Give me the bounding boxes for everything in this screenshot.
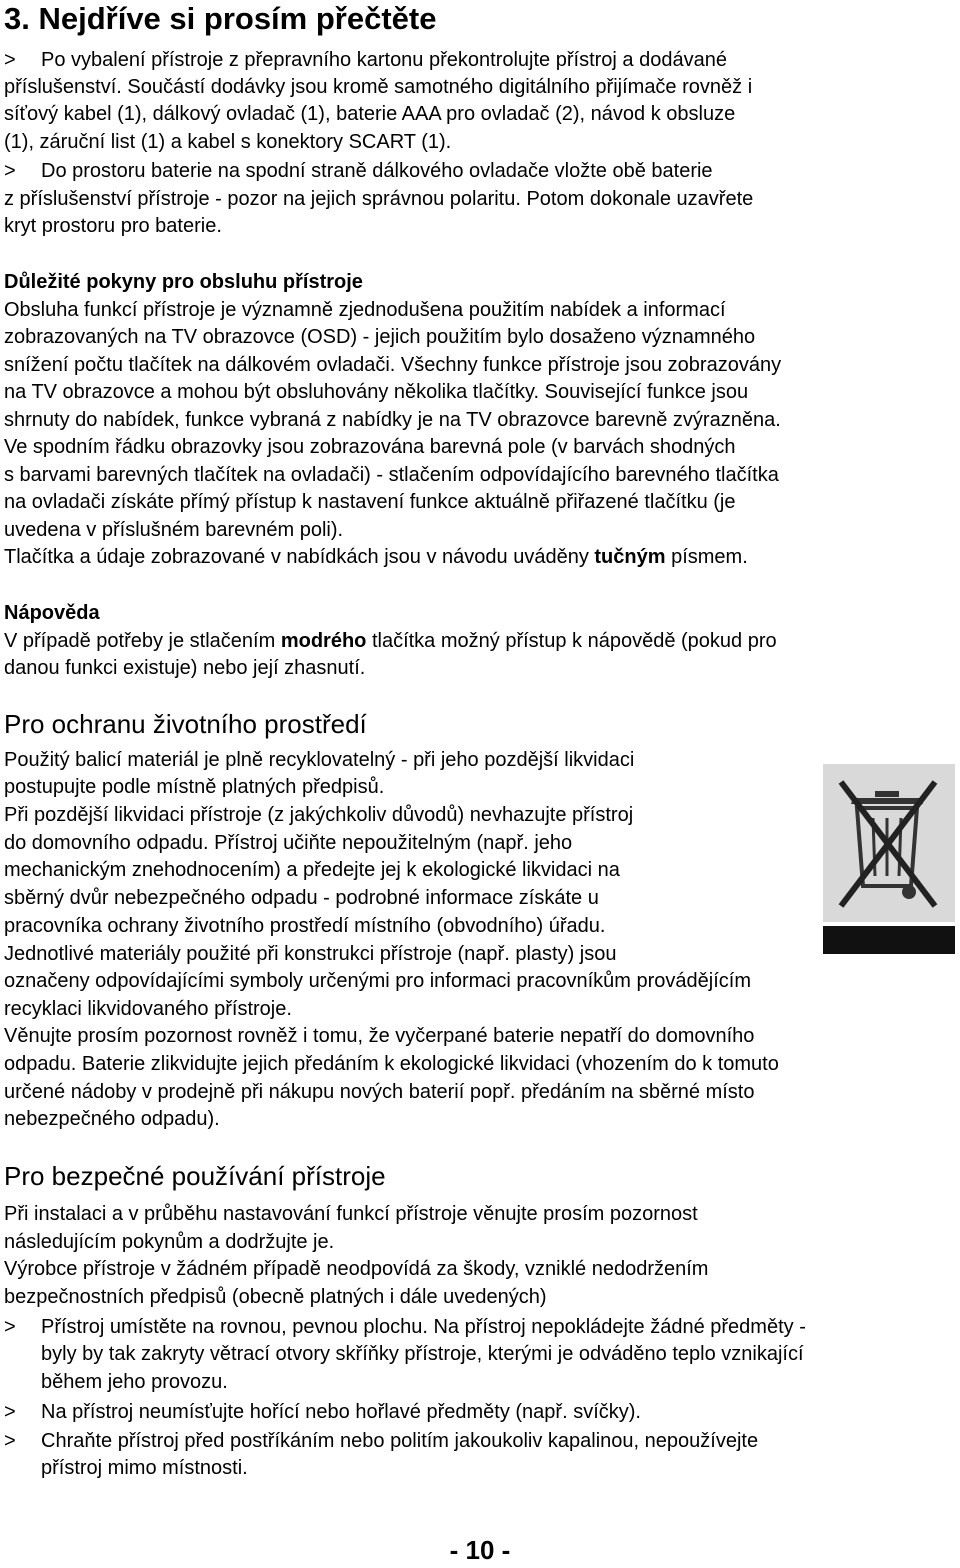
env-line: Jednotlivé materiály použité při konstrukci přístroje (např. plasty) jsou <box>4 943 617 965</box>
safety-line: Při instalaci a v průběhu nastavování funkcí přístroje věnujte prosím pozornost <box>4 1203 698 1225</box>
important-line: na ovladači získáte přímý přístup k nastavení funkce aktuálně přiřazené tlačítku (je <box>4 491 736 513</box>
bullet-marker: > <box>4 160 16 182</box>
text-run: písmem. <box>665 546 748 568</box>
important-line: na TV obrazovce a mohou být obsluhovány několika tlačítky. Související funkce jsou <box>4 381 749 403</box>
bullet-marker: > <box>4 49 16 71</box>
important-line: Ve spodním řádku obrazovky jsou zobrazována barevná pole (v barvách shodných <box>4 436 736 458</box>
safety-line: bezpečnostních předpisů (obecně platných i dále uvedených) <box>4 1286 547 1308</box>
page-number: - 10 - <box>449 1535 511 1565</box>
safety-heading: Pro bezpečné používání přístroje <box>4 1161 386 1191</box>
safety-line: Výrobce přístroje v žádném případě neodpovídá za škody, vzniklé nedodržením <box>4 1258 709 1280</box>
env-line: označeny odpovídajícími symboly určenými pro informaci pracovníkům provádějícím <box>4 970 751 992</box>
important-line: Obsluha funkcí přístroje je významně zjednodušena použitím nabídek a informací <box>4 299 726 321</box>
safety-bullet-line: Na přístroj neumísťujte hořící nebo hořlavé předměty (např. svíčky). <box>41 1401 641 1423</box>
important-line: uvedena v příslušném barevném poli). <box>4 519 344 541</box>
env-line: odpadu. Baterie zlikvidujte jejich předáním k ekologické likvidaci (vhozením do k tomuto <box>4 1053 779 1075</box>
intro-line: (1), záruční list (1) a kabel s konektory SCART (1). <box>4 131 452 153</box>
env-line: recyklaci likvidovaného přístroje. <box>4 998 292 1020</box>
env-line: určené nádoby v prodejně při nákupu nových baterií popř. předáním na sběrné místo <box>4 1081 755 1103</box>
help-heading: Nápověda <box>4 602 100 624</box>
intro-line: příslušenství. Součástí dodávky jsou kromě samotného digitálního přijímače rovněž i <box>4 76 753 98</box>
safety-bullet-line: Přístroj umístěte na rovnou, pevnou plochu. Na přístroj nepokládejte žádné předměty - <box>41 1316 806 1338</box>
intro-line: z příslušenství přístroje - pozor na jejich správnou polaritu. Potom dokonale uzavřete <box>4 188 754 210</box>
bullet-marker: > <box>4 1430 16 1452</box>
env-line: Věnujte prosím pozornost rovněž i tomu, že vyčerpané baterie nepatří do domovního <box>4 1025 755 1047</box>
safety-bullet-line: během jeho provozu. <box>41 1371 228 1393</box>
env-line: nebezpečného odpadu). <box>4 1108 220 1130</box>
safety-bullet-line: Chraňte přístroj před postříkáním nebo politím jakoukoliv kapalinou, nepoužívejte <box>41 1430 759 1452</box>
important-line: zobrazovaných na TV obrazovce (OSD) - jejich použitím bylo dosaženo významného <box>4 326 756 348</box>
env-line: pracovníka ochrany životního prostředí místního (obvodního) úřadu. <box>4 915 606 937</box>
important-line: snížení počtu tlačítek na dálkovém ovladači. Všechny funkce přístroje jsou zobrazovány <box>4 354 782 376</box>
env-heading: Pro ochranu životního prostředí <box>4 709 367 739</box>
env-line: mechanickým znehodnocením) a předejte jej k ekologické likvidaci na <box>4 859 620 881</box>
env-line: Při pozdější likvidaci přístroje (z jakýchkoliv důvodů) nevhazujte přístroj <box>4 804 634 826</box>
intro-line: Po vybalení přístroje z přepravního kartonu překontrolujte přístroj a dodávané <box>41 49 727 71</box>
help-line <box>4 628 777 655</box>
text-run: V případě potřeby je stlačením <box>4 630 281 652</box>
safety-bullet-line: přístroj mimo místnosti. <box>41 1457 248 1479</box>
help-line: danou funkci existuje) nebo její zhasnutí. <box>4 657 366 679</box>
safety-line: následujícím pokynům a dodržujte je. <box>4 1231 335 1253</box>
important-line-last <box>4 544 748 571</box>
intro-line: Do prostoru baterie na spodní straně dálkového ovladače vložte obě baterie <box>41 160 713 182</box>
intro-line: kryt prostoru pro baterie. <box>4 215 222 237</box>
env-line: sběrný dvůr nebezpečného odpadu - podrobné informace získáte u <box>4 887 599 909</box>
safety-bullet-line: byly by tak zakryty větrací otvory skříňky přístroje, kterými je odváděno teplo vznikající <box>41 1343 804 1365</box>
text-run: Tlačítka a údaje zobrazované v nabídkách jsou v návodu uváděny <box>4 546 595 568</box>
page-title: 3. Nejdříve si prosím přečtěte <box>4 1 437 36</box>
important-heading: Důležité pokyny pro obsluhu přístroje <box>4 271 363 293</box>
intro-line: síťový kabel (1), dálkový ovladač (1), baterie AAA pro ovladač (2), návod k obsluze <box>4 103 736 125</box>
env-line: Použitý balicí materiál je plně recyklovatelný - při jeho pozdější likvidaci <box>4 749 635 771</box>
bold-word: modrého <box>280 630 367 652</box>
text-run: tlačítka možný přístup k nápovědě (pokud pro <box>366 630 777 652</box>
bold-word: tučným <box>594 546 666 568</box>
bullet-marker: > <box>4 1316 16 1338</box>
env-line: postupujte podle místně platných předpisů. <box>4 776 385 798</box>
important-line: shrnuty do nabídek, funkce vybraná z nabídky je na TV obrazovce barevně zvýrazněna. <box>4 409 781 431</box>
important-line: s barvami barevných tlačítek na ovladači) - stlačením odpovídajícího barevného tlačítka <box>4 464 779 486</box>
env-line: do domovního odpadu. Přístroj učiňte nepoužitelným (např. jeho <box>4 832 573 854</box>
crossed-out-wheelie-bin-icon <box>823 764 955 954</box>
bullet-marker: > <box>4 1401 16 1423</box>
